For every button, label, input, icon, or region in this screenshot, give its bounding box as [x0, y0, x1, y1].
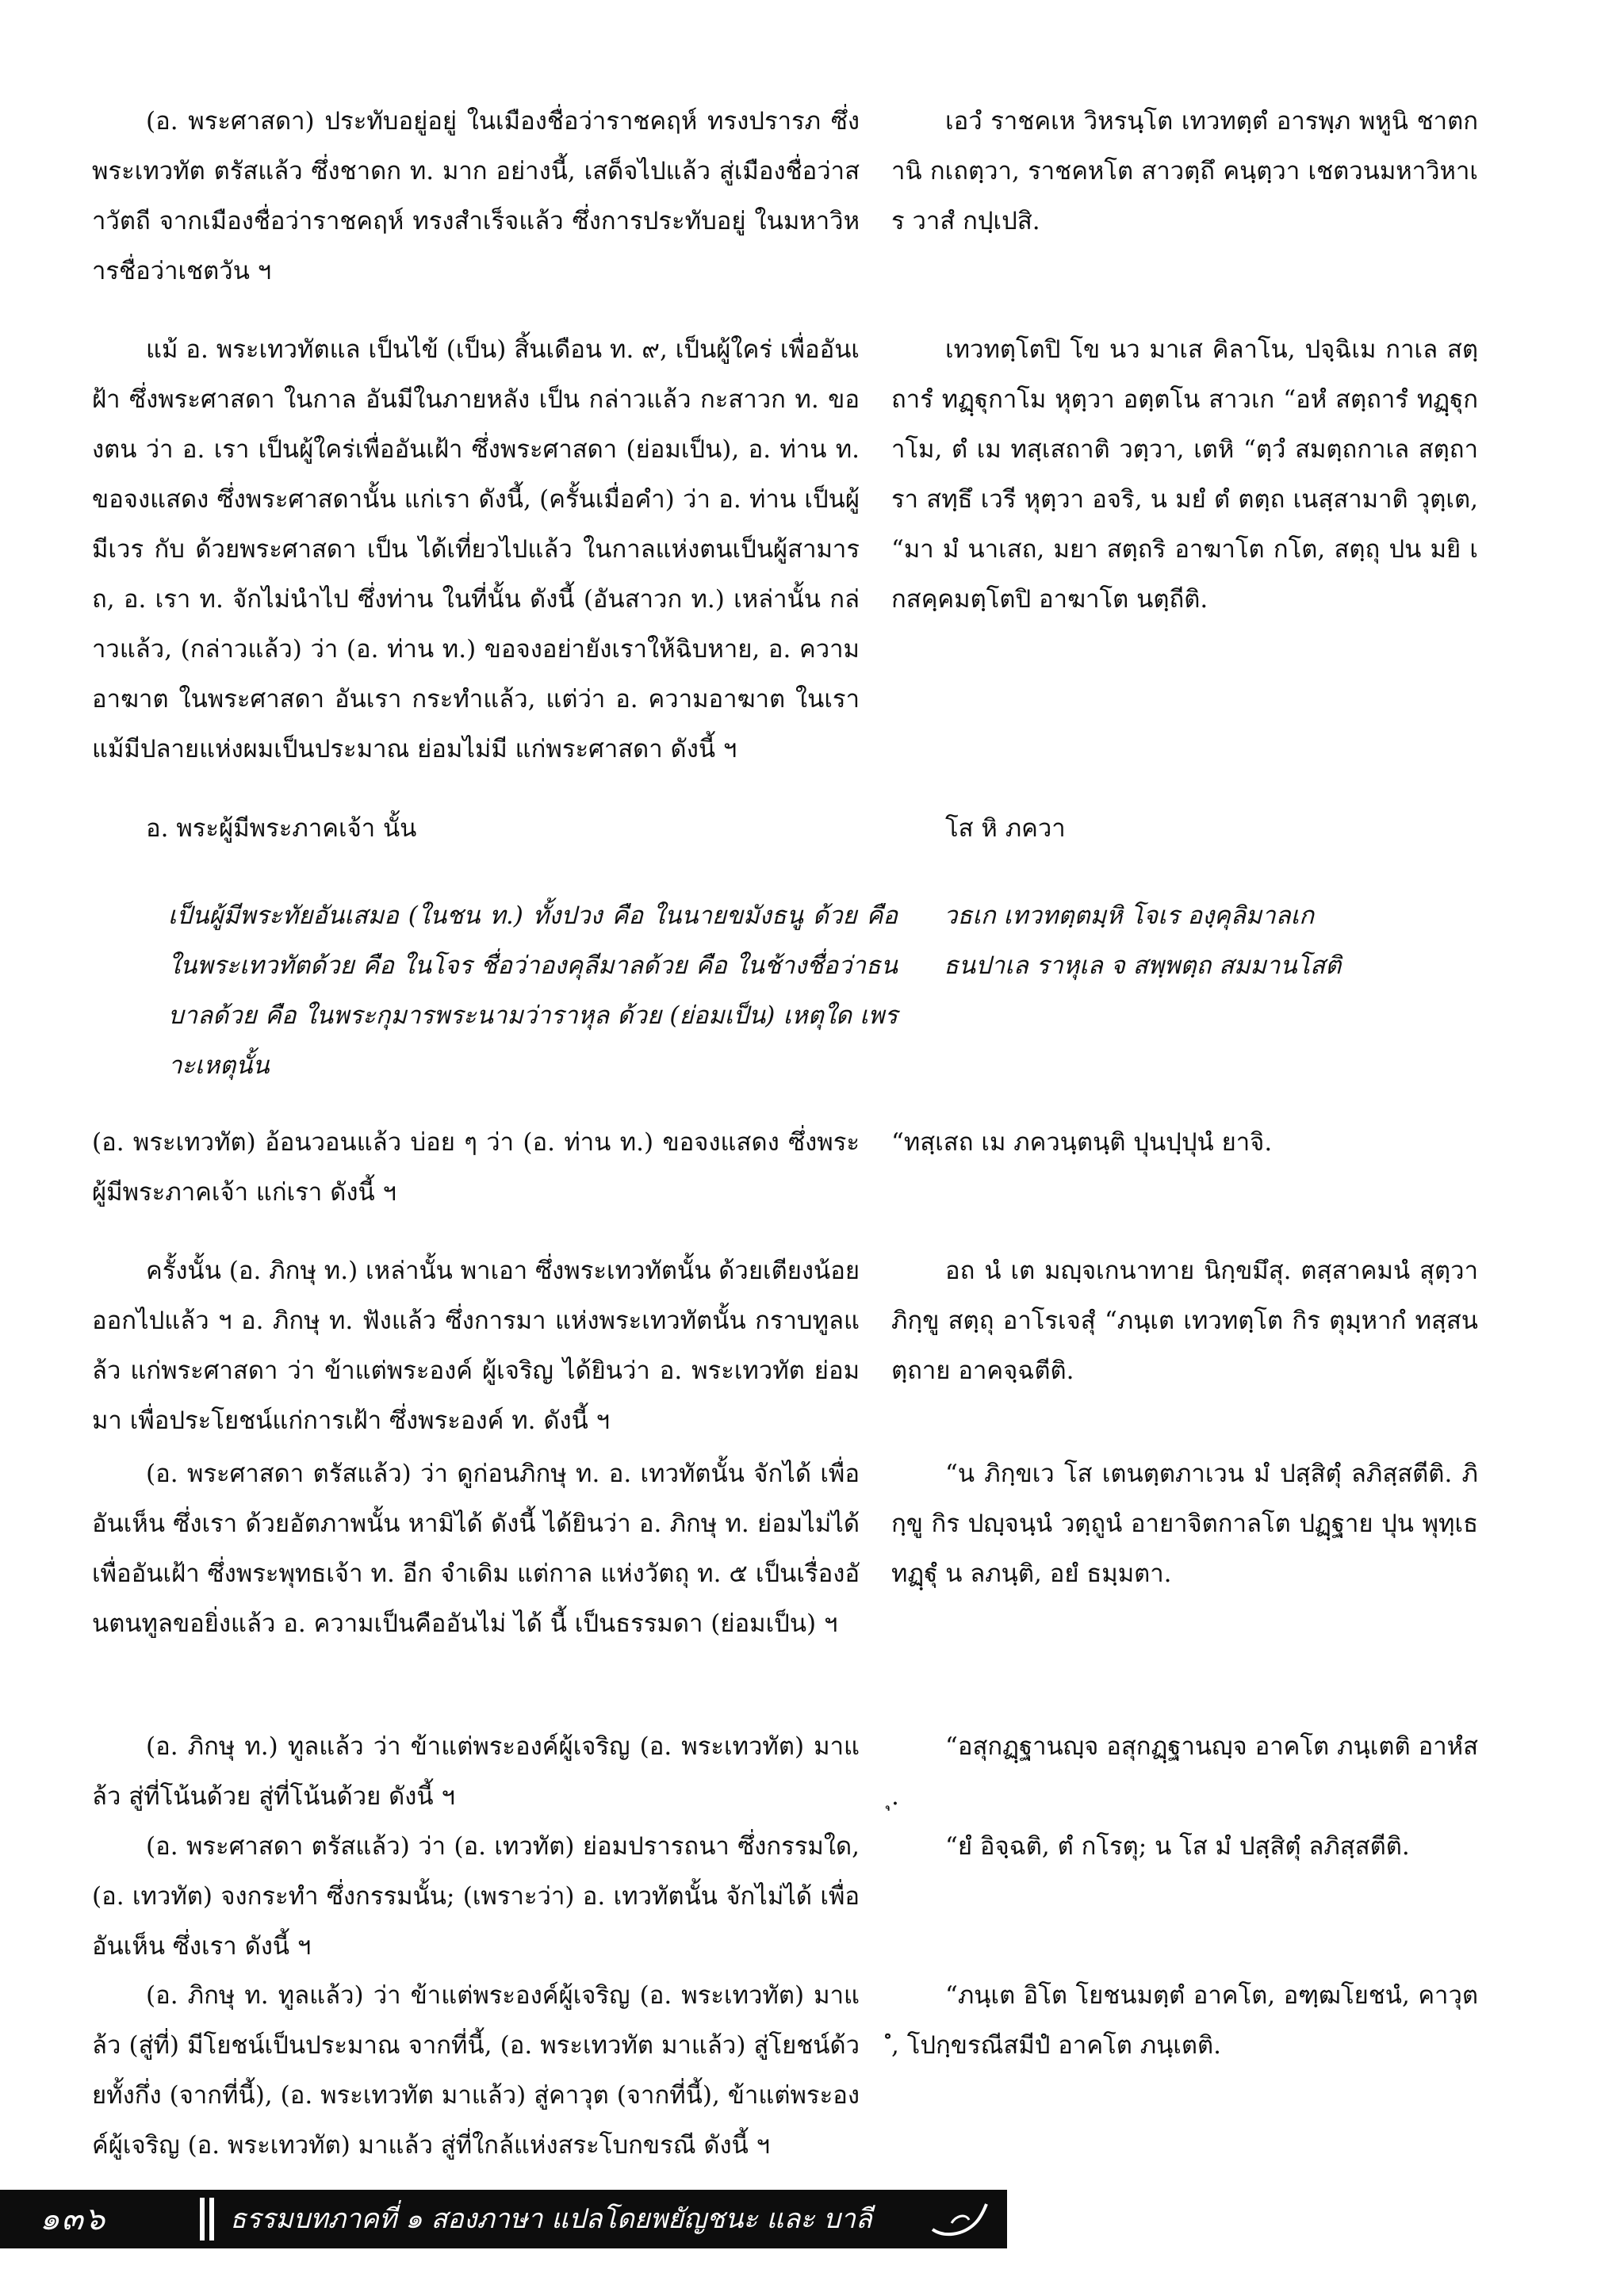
thai-verse-intro: อ. พระผู้มีพระภาคเจ้า นั้น — [146, 814, 417, 843]
thai-paragraph-6: (อ. ภิกษุ ท.) ทูลแล้ว ว่า ข้าแต่พระองค์ผู้เจริญ (อ. พระเทวทัต) มาแล้ว สู่ที่โน้นด้วย สู่ที่โน้นด้วย ดังนี้ ฯ — [92, 1732, 860, 1811]
flourish-icon — [928, 2199, 991, 2239]
footer-divider — [209, 2198, 214, 2241]
pali-verse-line-2: ธนปาเล ราหุเล จ สพฺพตฺถ สมมานโสติ — [944, 951, 1342, 980]
pali-paragraph-6: “อสุกฏฺฐานญฺจ อสุกฏฺฐานญฺจ อาคโต ภนฺเตติ อาหํสุ. — [891, 1732, 1478, 1811]
thai-paragraph-3: (อ. พระเทวทัต) อ้อนวอนแล้ว บ่อย ๆ ว่า (อ. ท่าน ท.) ขอจงแสดง ซึ่งพระผู้มีพระภาคเจ้า แก่เรา ดังนี้ ฯ — [92, 1128, 860, 1207]
page-number: ๑๓๖ — [40, 2201, 107, 2237]
pali-paragraph-7: “ยํ อิจฺฉติ, ตํ กโรตุ; น โส มํ ปสฺสิตุํ ลภิสฺสตีติ. — [945, 1832, 1410, 1861]
thai-paragraph-2: แม้ อ. พระเทวทัตแล เป็นไข้ (เป็น) สิ้นเดือน ท. ๙, เป็นผู้ใคร่ เพื่ออันเฝ้า ซึ่งพระศาสดา ในกาล อันมีในภายหลัง เป็น กล่าวแล้ว กะสาวก ท. ของตน ว่า อ. เรา เป็นผู้ใคร่เพื่ออันเฝ้า ซึ่งพระศาสดา (ย่อมเป็น), อ. ท่าน ท. ขอจงแสดง ซึ่งพระศาสดานั้น แก่เรา ดังนี้, (ครั้นเมื่อคำ) ว่า อ. ท่าน เป็นผู้มีเวร กับ ด้วยพระศาสดา เป็น ได้เที่ยวไปแล้ว ในกาลแห่งตนเป็นผู้สามารถ, อ. เรา ท. จักไม่นำไป ซึ่งท่าน ในที่นั้น ดังนี้ (อันสาวก ท.) เหล่านั้น กล่าวแล้ว, (กล่าวแล้ว) ว่า (อ. ท่าน ท.) ขอจงอย่ายังเราให้ฉิบหาย, อ. ความอาฆาต ในพระศาสดา อันเรา กระทำแล้ว, แต่ว่า อ. ความอาฆาต ในเรา แม้มีปลายแห่งผมเป็นประมาณ ย่อมไม่มี แก่พระศาสดา ดังนี้ ฯ — [92, 335, 860, 763]
thai-paragraph-7: (อ. พระศาสดา ตรัสแล้ว) ว่า (อ. เทวทัต) ย่อมปรารถนา ซึ่งกรรมใด, (อ. เทวทัต) จงกระทำ ซึ่งกรรมนั้น; (เพราะว่า) อ. เทวทัตนั้น จักไม่ได้ เพื่ออันเห็น ซึ่งเรา ดังนี้ ฯ — [92, 1832, 860, 1961]
pali-verse-intro: โส หิ ภควา — [945, 814, 1066, 843]
thai-paragraph-5: (อ. พระศาสดา ตรัสแล้ว) ว่า ดูก่อนภิกษุ ท. อ. เทวทัตนั้น จักได้ เพื่ออันเห็น ซึ่งเรา ด้วยอัตภาพนั้น หามิได้ ดังนี้ ได้ยินว่า อ. ภิกษุ ท. ย่อมไม่ได้ เพื่ออันเฝ้า ซึ่งพระพุทธเจ้า ท. อีก จำเดิม แต่กาล แห่งวัตถุ ท. ๕ เป็นเรื่องอันตนทูลขอยิ่งแล้ว อ. ความเป็นคืออันไม่ ได้ นี้ เป็นธรรมดา (ย่อมเป็น) ฯ — [92, 1460, 860, 1638]
pali-paragraph-8: “ภนฺเต อิโต โยชนมตฺตํ อาคโต, อฑฺฒโยชนํ, คาวุตํ, โปกฺขรณีสมีปํ อาคโต ภนฺเตติ. — [891, 1981, 1478, 2060]
pali-paragraph-4: อถ นํ เต มญฺจเกนาทาย นิกฺขมึสุ. ตสฺสาคมนํ สุตฺวา ภิกฺขู สตฺถุ อาโรเจสุํ “ภนฺเต เทวทตฺโต กิร ตุมฺหากํ ทสฺสนตฺถาย อาคจฺฉตีติ. — [891, 1257, 1478, 1385]
pali-paragraph-5: “น ภิกฺขเว โส เตนตฺตภาเวน มํ ปสฺสิตุํ ลภิสฺสตีติ. ภิกฺขู กิร ปญฺจนฺนํ วตฺถูนํ อายาจิตกาลโต ปฏฺฐาย ปุน พุทฺเธ ทฏฺฐุํ น ลภนฺติ, อยํ ธมฺมตา. — [891, 1460, 1478, 1588]
pali-verse-line-1: วธเก เทวทตฺตมฺหิ โจเร องฺคุลิมาลเก — [944, 901, 1315, 930]
thai-paragraph-8: (อ. ภิกษุ ท. ทูลแล้ว) ว่า ข้าแต่พระองค์ผู้เจริญ (อ. พระเทวทัต) มาแล้ว (สู่ที่) มีโยชน์เป็นประมาณ จากที่นี้, (อ. พระเทวทัต มาแล้ว) สู่โยชน์ด้วยทั้งกึ่ง (จากที่นี้), (อ. พระเทวทัต มาแล้ว) สู่คาวุต (จากที่นี้), ข้าแต่พระองค์ผู้เจริญ (อ. พระเทวทัต) มาแล้ว สู่ที่ใกล้แห่งสระโบกขรณี ดังนี้ ฯ — [92, 1981, 860, 2160]
thai-paragraph-4: ครั้งนั้น (อ. ภิกษุ ท.) เหล่านั้น พาเอา ซึ่งพระเทวทัตนั้น ด้วยเตียงน้อย ออกไปแล้ว ฯ อ. ภิกษุ ท. ฟังแล้ว ซึ่งการมา แห่งพระเทวทัตนั้น กราบทูลแล้ว แก่พระศาสดา ว่า ข้าแต่พระองค์ ผู้เจริญ ได้ยินว่า อ. พระเทวทัต ย่อมมา เพื่อประโยชน์แก่การเฝ้า ซึ่งพระองค์ ท. ดังนี้ ฯ — [92, 1257, 860, 1435]
pali-paragraph-2: เทวทตฺโตปิ โข นว มาเส คิลาโน, ปจฺฉิเม กาเล สตฺถารํ ทฏฺฐุกาโม หุตฺวา อตฺตโน สาวเก “อหํ สตฺถารํ ทฏฺฐุกาโม, ตํ เม ทสฺเสถาติ วตฺวา, เตหิ “ตฺวํ สมตฺถกาเล สตฺถารา สทฺธึ เวรี หุตฺวา อจริ, น มยํ ตํ ตตฺถ เนสฺสามาติ วุตฺเต, “มา มํ นาเสถ, มยา สตฺถริ อาฆาโต กโต, สตฺถุ ปน มยิ เกสคฺคมตฺโตปิ อาฆาโต นตฺถีติ. — [891, 335, 1478, 614]
page-footer — [0, 2190, 1007, 2248]
pali-paragraph-3: “ทสฺเสถ เม ภควนฺตนฺติ ปุนปฺปุนํ ยาจิ. — [891, 1128, 1273, 1157]
pali-verse — [944, 891, 1499, 991]
book-title: ธรรมบทภาคที่ ๑ สองภาษา แปลโดยพยัญชนะ และ บาลี — [230, 2203, 872, 2235]
thai-verse: เป็นผู้มีพระทัยอันเสมอ (ในชน ท.) ทั้งปวง คือ ในนายขมังธนู ด้วย คือ ในพระเทวทัตด้วย คือ ในโจร ชื่อว่าองคุลีมาลด้วย คือ ในช้างชื่อว่าธนบาลด้วย คือ ในพระกุมารพระนามว่าราหุล ด้วย (ย่อมเป็น) เหตุใด เพราะเหตุนั้น — [168, 901, 898, 1080]
pali-paragraph-1: เอวํ ราชคเห วิหรนฺโต เทวทตฺตํ อารพฺภ พหูนิ ชาตกานิ กเถตฺวา, ราชคหโต สาวตฺถึ คนฺตฺวา เชตวนมหาวิหาเร วาสํ กปฺเปสิ. — [891, 107, 1478, 235]
thai-paragraph-1: (อ. พระศาสดา) ประทับอยู่อยู่ ในเมืองชื่อว่าราชคฤห์ ทรงปรารภ ซึ่งพระเทวทัต ตรัสแล้ว ซึ่งชาดก ท. มาก อย่างนี้, เสด็จไปแล้ว สู่เมืองชื่อว่าสาวัตถี จากเมืองชื่อว่าราชคฤห์ ทรงสำเร็จแล้ว ซึ่งการประทับอยู่ ในมหาวิหารชื่อว่าเชตวัน ฯ — [92, 107, 860, 285]
footer-divider — [200, 2198, 205, 2241]
